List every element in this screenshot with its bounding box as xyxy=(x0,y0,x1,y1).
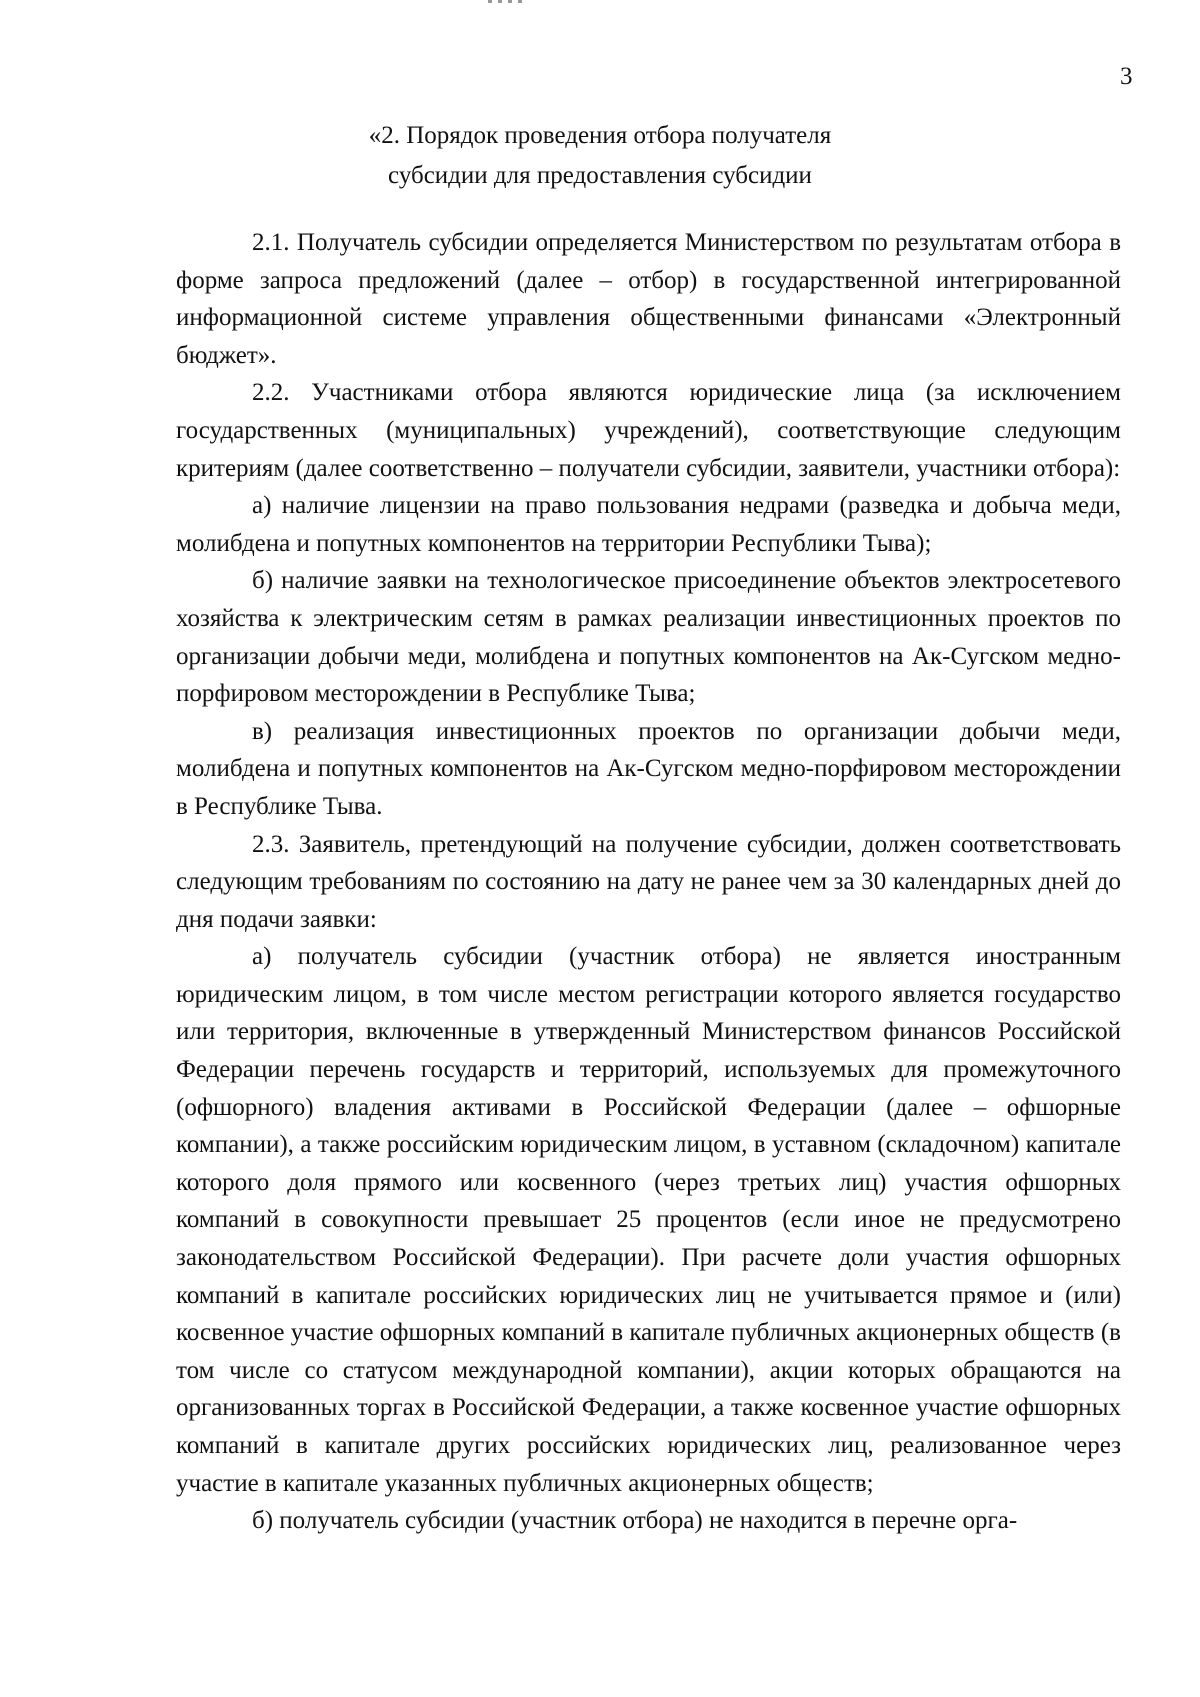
paragraph-2-2-v: в) реализация инвестиционных проектов по организации добычи меди, молибдена и попутных компонентов на Ак-Сугском медно-порфировом месторождении в Республике Тыва. xyxy=(176,717,1121,820)
paragraph-2-2-a: а) наличие лицензии на право пользования недрами (разведка и добыча меди, молибдена и попутных компонентов на территории Республики Тыва); xyxy=(176,492,1121,557)
paragraph-2-3: 2.3. Заявитель, претендующий на получение субсидии, должен соответствовать следующим требованиям по состоянию на дату не ранее чем за 30 календарных дней до дня подачи заявки: xyxy=(176,830,1121,933)
paragraph-2-3-a: а) получатель субсидии (участник отбора) не является иностранным юридическим лицом, в том числе местом регистрации которого является государство или территория, включенные в утвержденный Министерством финансов Российской Федерации перечень государств и территорий, используемых для промежуточного (офшорного) владения активами в Российской Федерации (далее – офшорные компании), а также российским юридическим лицом, в уставном (складочном) капитале которого доля прямого или косвенного (через третьих лиц) участия офшорных компаний в совокупности превышает 25 процентов (если иное не предусмотрено законодательством Российской Федерации). При расчете доли участия офшорных компаний в капитале российских юридических лиц не учитывается прямое и (или) косвенное участие офшорных компаний в капитале публичных акционерных обществ (в том числе со статусом международной компании), акции которых обращаются на организованных торгах в Российской Федерации, а также косвенное участие офшорных компаний в капитале других российских юридических лиц, реализованное через участие в капитале указанных публичных акционерных обществ; xyxy=(176,943,1121,1497)
section-heading xyxy=(0,116,1200,196)
section-heading-line-2: субсидии для предоставления субсидии xyxy=(388,162,812,189)
scan-artifact xyxy=(488,0,528,3)
paragraph-2-2: 2.2. Участниками отбора являются юридические лица (за исключением государственных (муниципальных) учреждений), соответствующие следующим критериям (далее соответственно – получатели субсидии, заявители, участники отбора): xyxy=(176,379,1121,482)
page-number: 3 xyxy=(1120,63,1133,90)
paragraph-2-3-b: б) получатель субсидии (участник отбора) не находится в перечне орга- xyxy=(252,1507,1018,1535)
paragraph-2-2-b: б) наличие заявки на технологическое присоединение объектов электросетевого хозяйства к электрическим сетям в рамках реализации инвестиционных проектов по организации добычи меди, молибдена и попутных компонентов на Ак-Сугском медно-порфировом месторождении в Республике Тыва; xyxy=(176,567,1121,708)
document-body xyxy=(176,224,1121,1540)
paragraph-2-1: 2.1. Получатель субсидии определяется Министерством по результатам отбора в форме запроса предложений (далее – отбор) в государственной интегрированной информационной системе управления общественными финансами «Электронный бюджет». xyxy=(176,229,1121,369)
section-heading-line-1: «2. Порядок проведения отбора получателя xyxy=(368,122,832,149)
